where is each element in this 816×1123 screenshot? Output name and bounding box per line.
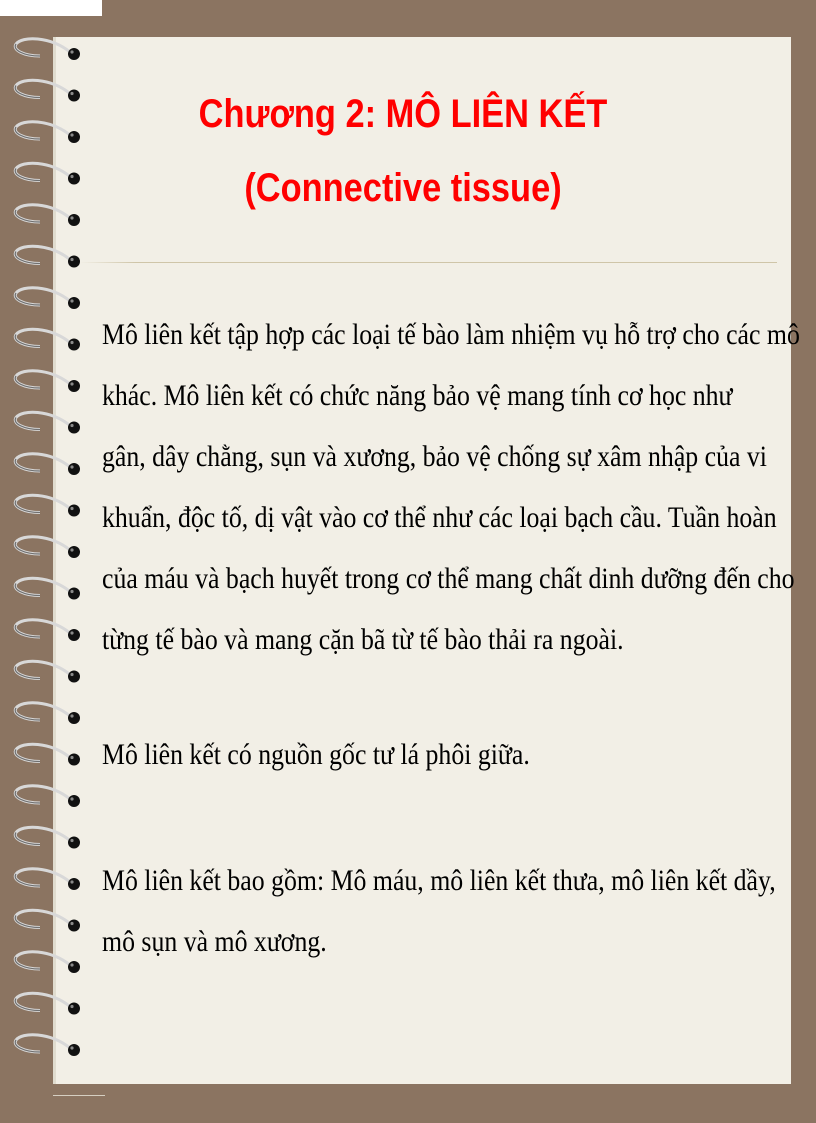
spiral-ring: [15, 371, 80, 392]
spiral-ring: [15, 80, 80, 101]
text-line: của máu và bạch huyết trong cơ thể mang chất dinh dưỡng đến cho: [102, 562, 795, 595]
spiral-ring: [15, 495, 80, 516]
slide-title: Chương 2: MÔ LIÊN KẾT: [198, 92, 608, 136]
spiral-ring: [15, 288, 80, 309]
text-line: Mô liên kết bao gồm: Mô máu, mô liên kết thưa, mô liên kết dầy,: [102, 864, 776, 897]
spiral-binding-icon: [0, 0, 100, 1123]
text-line: khác. Mô liên kết có chức năng bảo vệ mang tính cơ học như: [102, 379, 733, 412]
spiral-ring: [15, 1035, 80, 1056]
title-divider: [80, 262, 777, 263]
spiral-ring: [15, 329, 80, 350]
spiral-ring: [15, 578, 80, 599]
text-line: mô sụn và mô xương.: [102, 925, 327, 958]
spiral-ring: [15, 39, 80, 60]
text-line: từng tế bào và mang cặn bã từ tế bào thải ra ngoài.: [102, 623, 624, 656]
spiral-ring: [15, 122, 80, 143]
spiral-ring: [15, 827, 80, 848]
spiral-ring: [15, 703, 80, 724]
spiral-ring: [15, 620, 80, 641]
spiral-ring: [15, 454, 80, 475]
spiral-ring: [15, 869, 80, 890]
spiral-ring: [15, 412, 80, 433]
spiral-ring: [15, 744, 80, 765]
spiral-ring: [15, 661, 80, 682]
paragraph-2: [102, 724, 704, 785]
text-line: Mô liên kết có nguồn gốc tư lá phôi giữa.: [102, 738, 530, 771]
spiral-ring: [15, 786, 80, 807]
spiral-ring: [15, 537, 80, 558]
slide-subtitle: (Connective tissue): [244, 166, 562, 210]
spiral-ring: [15, 246, 80, 267]
paragraph-3: [102, 850, 776, 972]
spiral-ring: [15, 993, 80, 1014]
spiral-ring: [15, 910, 80, 931]
text-line: khuẩn, độc tố, dị vật vào cơ thể như các loại bạch cầu. Tuần hoàn: [102, 501, 777, 534]
text-line: gân, dây chằng, sụn và xương, bảo vệ chống sự xâm nhập của vi: [102, 440, 767, 473]
spiral-ring: [15, 163, 80, 184]
spiral-ring: [15, 952, 80, 973]
text-line: Mô liên kết tập hợp các loại tế bào làm nhiệm vụ hỗ trợ cho các mô: [102, 318, 800, 351]
spiral-ring: [15, 205, 80, 226]
paragraph-1: [102, 304, 800, 670]
